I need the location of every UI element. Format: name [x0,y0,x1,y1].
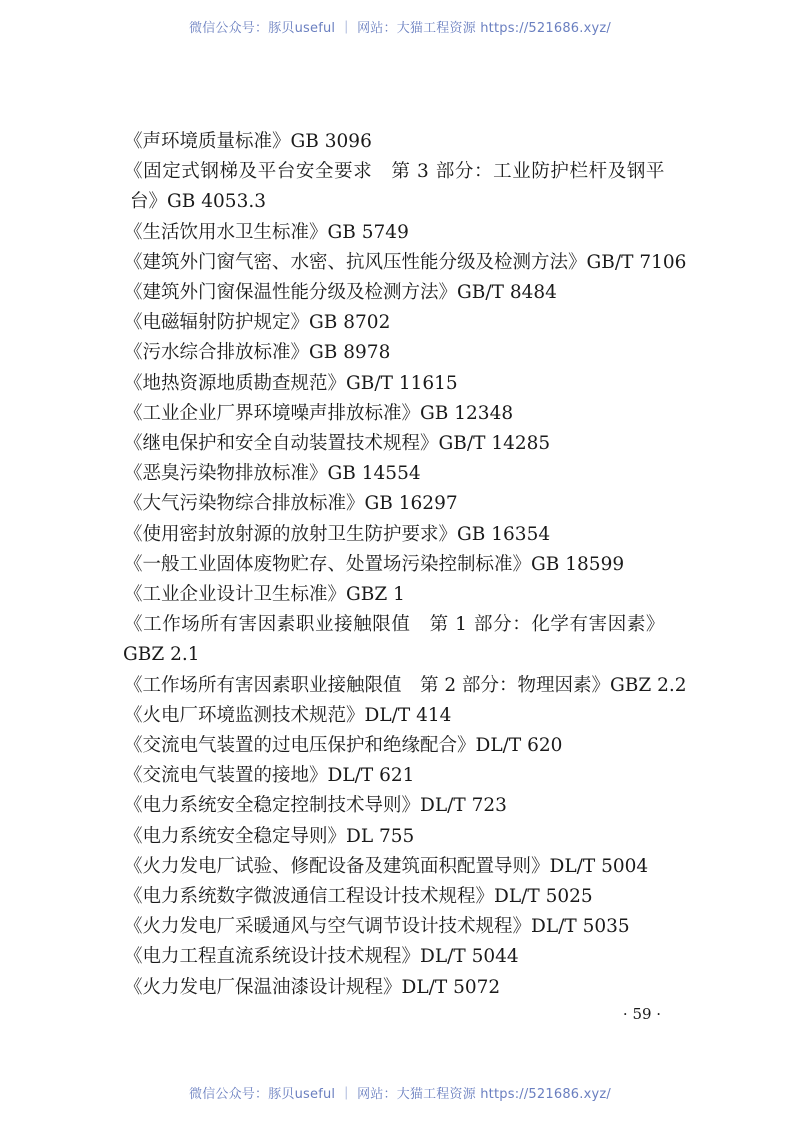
reference-text: 《电磁辐射防护规定》GB 8702 [124,312,391,334]
reference-text-continued: GBZ 2.1 [123,644,200,666]
reference-item [0,610,800,670]
reference-text: 《电力系统安全稳定导则》DL 755 [124,825,415,847]
reference-text: 《污水综合排放标准》GB 8978 [124,342,391,364]
reference-item [0,882,800,912]
page-number: · 59 · [622,1005,662,1023]
reference-text: 《声环境质量标准》GB 3096 [124,131,372,152]
reference-item [0,791,800,821]
reference-item [0,852,800,882]
reference-text: 《地热资源地质勘查规范》GB/T 11615 [124,372,458,394]
reference-text: 《固定式钢梯及平台安全要求 第 3 部分：工业防护栏杆及钢平 [124,161,666,183]
reference-item [0,248,800,278]
reference-item [0,550,800,580]
reference-text: 《交流电气装置的接地》DL/T 621 [124,765,415,787]
reference-item [0,973,800,1003]
reference-item [0,761,800,791]
reference-item [0,278,800,308]
reference-text: 《一般工业固体废物贮存、处置场污染控制标准》GB 18599 [124,553,625,575]
reference-item [0,429,800,459]
reference-text: 《大气污染物综合排放标准》GB 16297 [124,493,458,515]
reference-item [0,731,800,761]
reference-item [0,489,800,519]
reference-text: 《电力系统数字微波通信工程设计技术规程》DL/T 5025 [124,886,593,908]
reference-item [0,218,800,248]
reference-text: 《工业企业设计卫生标准》GBZ 1 [124,584,405,606]
watermark-top: 微信公众号：豚贝useful ｜ 网站：大猫工程资源 https://521686.xyz/ [189,21,611,36]
reference-item [0,520,800,550]
reference-item [0,157,800,217]
reference-text: 《使用密封放射源的放射卫生防护要求》GB 16354 [124,523,551,545]
reference-text: 《火电厂环境监测技术规范》DL/T 414 [124,704,452,726]
reference-text: 《工作场所有害因素职业接触限值 第 1 部分：化学有害因素》 [124,614,666,636]
reference-text: 《建筑外门窗保温性能分级及检测方法》GB/T 8484 [124,282,557,304]
reference-item [0,822,800,852]
reference-text: 《火力发电厂保温油漆设计规程》DL/T 5072 [124,976,501,998]
reference-item [0,459,800,489]
reference-item [0,399,800,429]
reference-item [0,701,800,731]
reference-text: 《工作场所有害因素职业接触限值 第 2 部分：物理因素》GBZ 2.2 [124,674,687,696]
reference-text: 《交流电气装置的过电压保护和绝缘配合》DL/T 620 [124,735,563,757]
reference-item [0,369,800,399]
reference-item [0,308,800,338]
reference-text: 《建筑外门窗气密、水密、抗风压性能分级及检测方法》GB/T 7106 [124,251,687,273]
reference-text: 《火力发电厂采暖通风与空气调节设计技术规程》DL/T 5035 [124,916,630,938]
reference-text: 《电力系统安全稳定控制技术导则》DL/T 723 [124,795,507,817]
reference-item [0,912,800,942]
reference-text-continued: 台》GB 4053.3 [130,191,266,213]
reference-text: 《工业企业厂界环境噪声排放标准》GB 12348 [124,402,514,424]
reference-text: 《恶臭污染物排放标准》GB 14554 [124,463,421,485]
reference-text: 《火力发电厂试验、修配设备及建筑面积配置导则》DL/T 5004 [124,855,649,877]
watermark-bottom: 微信公众号：豚贝useful ｜ 网站：大猫工程资源 https://521686.xyz/ [189,1087,611,1102]
reference-text: 《继电保护和安全自动装置技术规程》GB/T 14285 [124,433,551,455]
reference-item [0,580,800,610]
reference-item [0,338,800,368]
reference-item [0,942,800,972]
reference-list [0,127,800,1003]
reference-text: 《生活饮用水卫生标准》GB 5749 [124,221,409,243]
reference-item [0,127,800,157]
reference-text: 《电力工程直流系统设计技术规程》DL/T 5044 [124,946,519,968]
reference-item [0,671,800,701]
